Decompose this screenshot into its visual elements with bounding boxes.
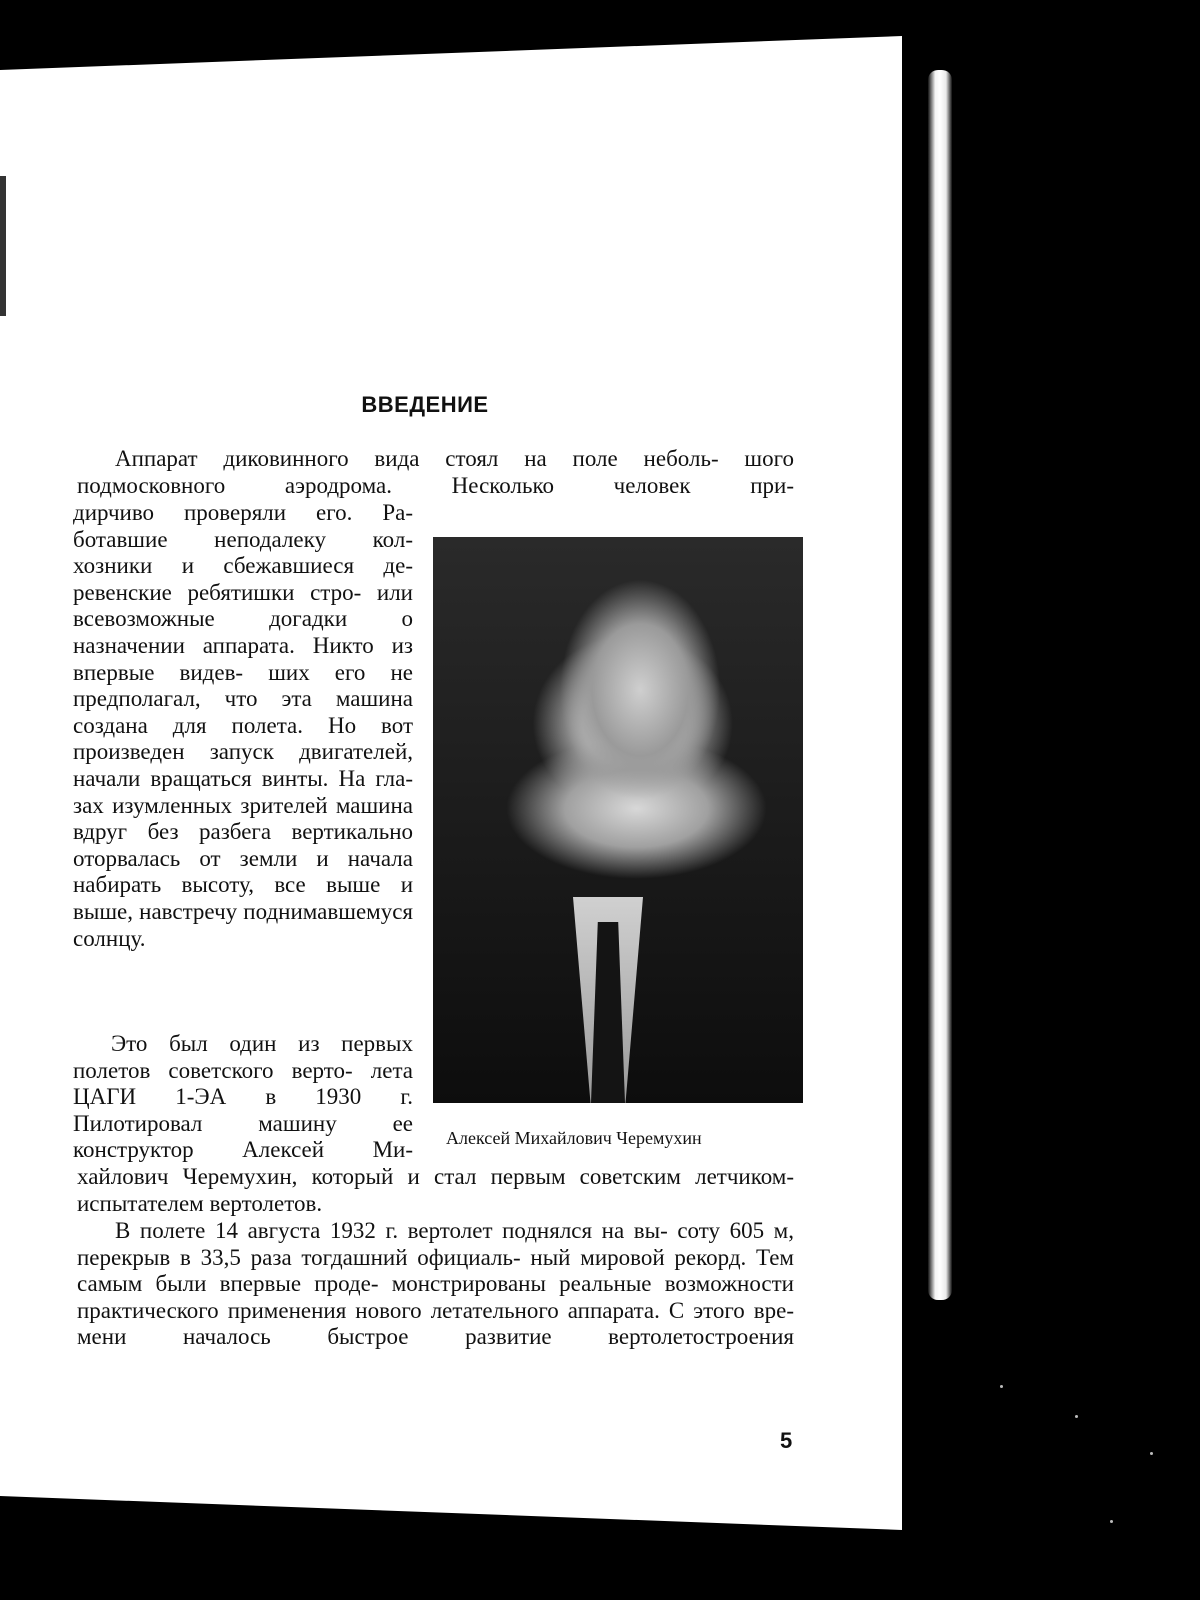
paragraph-1-top: Аппарат диковинного вида стоял на поле неболь- шого подмосковного аэродрома. Несколько человек при- xyxy=(77,446,794,498)
page-number: 5 xyxy=(780,1428,793,1453)
portrait-photo xyxy=(433,537,803,1103)
page-title: ВВЕДЕНИЕ xyxy=(361,392,489,417)
page-edge-strip xyxy=(928,70,952,1300)
photo-caption: Алексей Михайлович Черемухин xyxy=(446,1128,702,1148)
scan-edge-mark xyxy=(0,176,6,316)
paragraph-3: В полете 14 августа 1932 г. вертолет поднялся на вы- соту 605 м, перекрыв в 33,5 раза тогдашний официаль- ный мировой рекорд. Тем самым были впервые проде- монстрированы реальные возможности практического применения нового летательного аппарата. С этого вре- мени началось быстрое развитие вертолетостроения xyxy=(77,1218,794,1350)
paragraph-1-wrapped: дирчиво проверяли его. Ра- ботавшие неподалеку кол- хозники и сбежавшиеся де- ревенские ребятишки стро- или всевозможные догадки о назначении аппарата. Никто из впервые видев- ших его не предполагал, что эта машина создана для полета. Но вот произведен запуск двигателей, начали вращаться винты. На гла- зах изумленных зрителей машина вдруг без разбега вертикально оторвалась от земли и начала набирать высоту, все выше и выше, навстречу поднимавшемуся солнцу. xyxy=(73,500,413,951)
paragraph-2-bottom: хайлович Черемухин, который и стал первым советским летчиком-испытателем вертолетов. xyxy=(77,1164,794,1216)
paragraph-2-wrapped: Это был один из первых полетов советского верто- лета ЦАГИ 1-ЭА в 1930 г. Пилотировал машину ее конструктор Алексей Ми- xyxy=(73,1031,413,1163)
